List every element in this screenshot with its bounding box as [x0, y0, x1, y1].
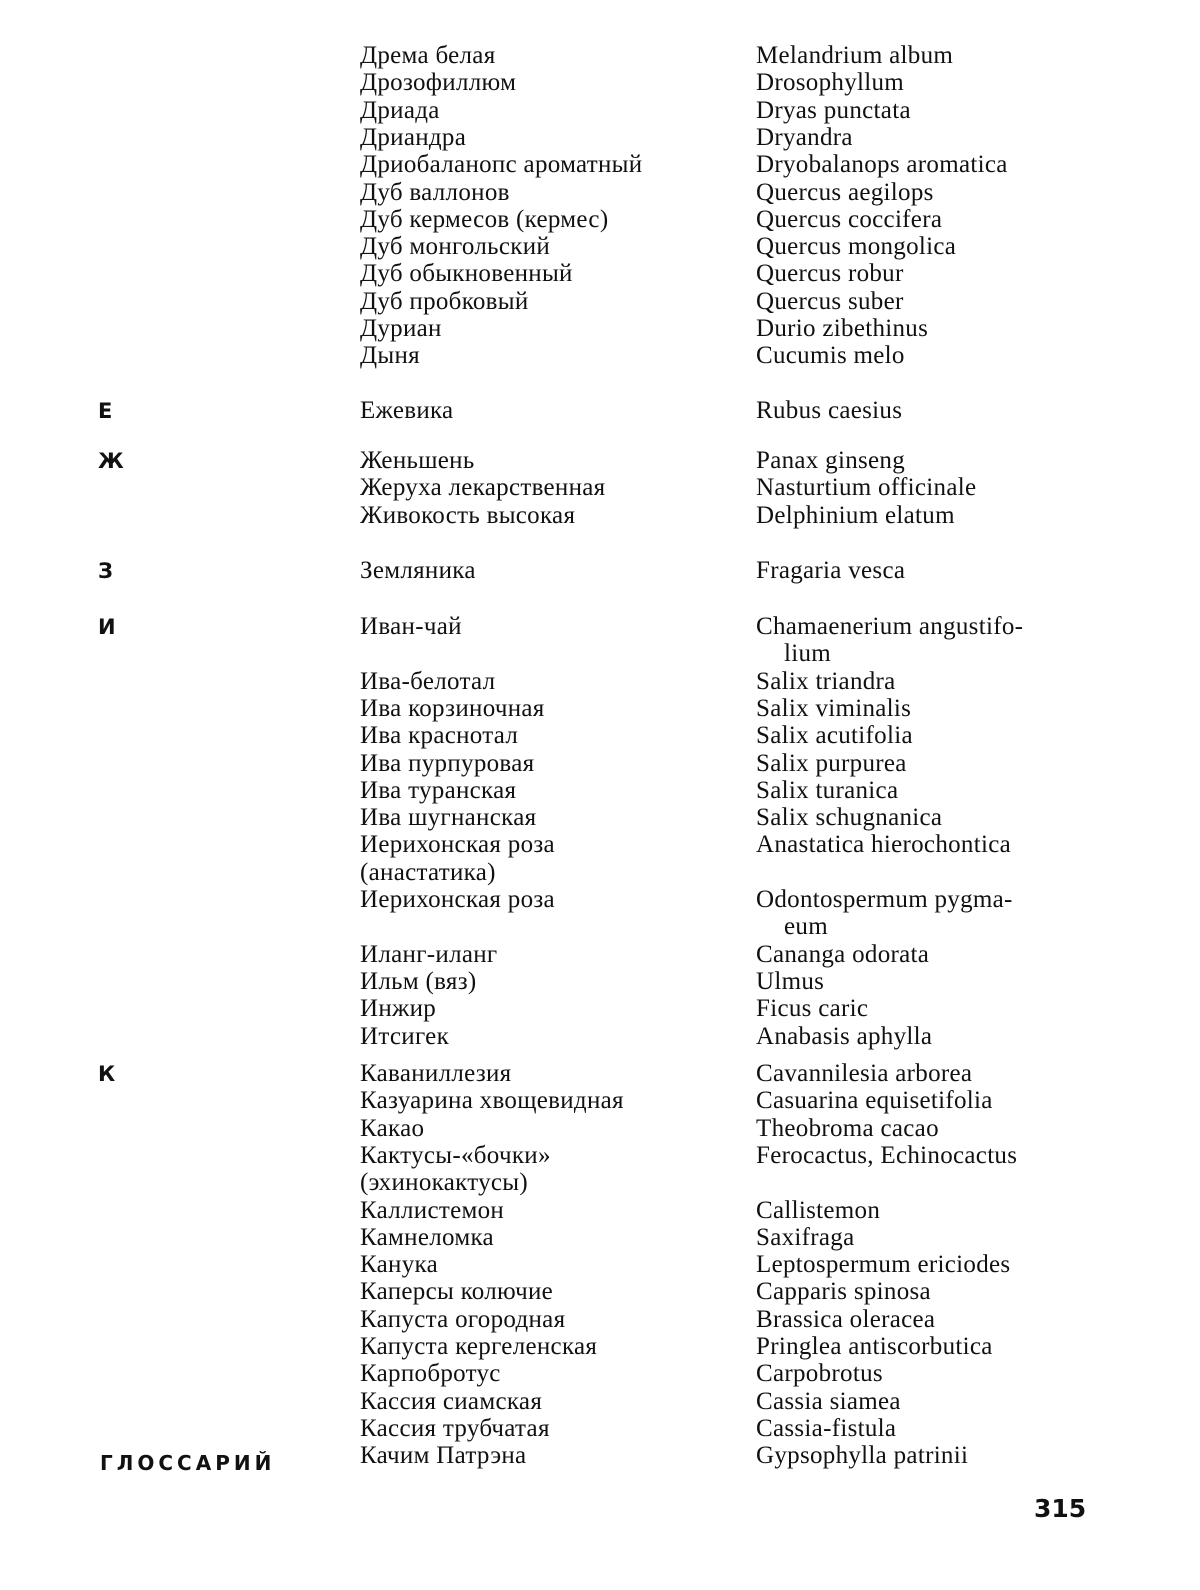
latin-name-continuation: lium [784, 640, 832, 667]
running-footer-glossary: ГЛОССАРИЙ [100, 1451, 276, 1475]
latin-name: Cananga odorata [756, 941, 930, 968]
russian-name: Канука [360, 1251, 438, 1278]
russian-name: Дриада [360, 97, 440, 124]
glossary-entry-continuation [0, 859, 1200, 886]
glossary-entry [0, 69, 1200, 96]
glossary-entry [0, 968, 1200, 995]
glossary-entry-continuation [0, 913, 1200, 940]
russian-name: Иланг-иланг [360, 941, 498, 968]
russian-name: Каллистемон [360, 1197, 505, 1224]
glossary-entry [0, 613, 1200, 640]
latin-name: Odontospermum pygma- [756, 886, 1013, 913]
latin-name: Durio zibethinus [756, 315, 929, 342]
glossary-entry [0, 447, 1200, 474]
latin-name: Ficus caric [756, 995, 869, 1022]
latin-name: Quercus suber [756, 288, 904, 315]
russian-name: Капуста огородная [360, 1306, 566, 1333]
latin-name: Dryas punctata [756, 97, 911, 124]
latin-name: Panax ginseng [756, 447, 906, 474]
glossary-entry [0, 1388, 1200, 1415]
russian-name: Иван-чай [360, 613, 462, 640]
glossary-entry [0, 502, 1200, 529]
latin-name: Quercus robur [756, 260, 904, 287]
russian-name: Итсигек [360, 1023, 450, 1050]
russian-name: Дуриан [360, 315, 442, 342]
latin-name: Chamaenerium angustifo- [756, 613, 1024, 640]
latin-name: Cucumis melo [756, 342, 905, 369]
glossary-entry [0, 1333, 1200, 1360]
latin-name: Ferocactus, Echinocactus [756, 1142, 1018, 1169]
latin-name: Cassia siamea [756, 1388, 901, 1415]
russian-name: Какао [360, 1115, 425, 1142]
latin-name: Gypsophylla patrinii [756, 1442, 969, 1469]
latin-name: Drosophyllum [756, 69, 905, 96]
glossary-entry [0, 1023, 1200, 1050]
russian-name: Жеруха лекарственная [360, 474, 606, 501]
glossary-entry [0, 342, 1200, 369]
glossary-entry [0, 1060, 1200, 1087]
russian-name: Ива пурпуровая [360, 750, 535, 777]
russian-name: Дыня [360, 342, 420, 369]
russian-name-continuation: (анастатика) [360, 859, 496, 886]
latin-name: Theobroma cacao [756, 1115, 939, 1142]
latin-name: Casuarina equisetifolia [756, 1087, 993, 1114]
glossary-entry [0, 474, 1200, 501]
section-letter: Ж [98, 449, 124, 473]
section-letter: Е [98, 399, 113, 423]
russian-name: Ива туранская [360, 777, 517, 804]
latin-name: Carpobrotus [756, 1360, 883, 1387]
latin-name: Fragaria vesca [756, 557, 906, 584]
glossary-entry [0, 557, 1200, 584]
glossary-entry [0, 179, 1200, 206]
latin-name: Rubus caesius [756, 397, 903, 424]
glossary-entry [0, 831, 1200, 858]
russian-name: Иерихонская роза [360, 831, 555, 858]
russian-name: Женьшень [360, 447, 475, 474]
latin-name: Quercus aegilops [756, 179, 934, 206]
glossary-entry [0, 1142, 1200, 1169]
glossary-entry [0, 206, 1200, 233]
latin-name: Cassia-fistula [756, 1415, 897, 1442]
russian-name: Кассия сиамская [360, 1388, 543, 1415]
russian-name: Каперсы колючие [360, 1278, 554, 1305]
glossary-entry [0, 397, 1200, 424]
glossary-entry [0, 941, 1200, 968]
glossary-entry-continuation [0, 1169, 1200, 1196]
glossary-entry [0, 124, 1200, 151]
russian-name: Дриандра [360, 124, 467, 151]
glossary-entry [0, 1360, 1200, 1387]
latin-name: Callistemon [756, 1197, 881, 1224]
glossary-entry [0, 97, 1200, 124]
glossary-entry [0, 995, 1200, 1022]
russian-name: Дрема белая [360, 42, 496, 69]
latin-name: Saxifraga [756, 1224, 855, 1251]
section-letter: З [98, 559, 113, 583]
page-number: 315 [1034, 1494, 1087, 1523]
russian-name: Дуб валлонов [360, 179, 510, 206]
glossary-entry [0, 315, 1200, 342]
russian-name: Ива-белотал [360, 668, 496, 695]
glossary-entry [0, 151, 1200, 178]
russian-name: Ива корзиночная [360, 695, 545, 722]
latin-name: Quercus coccifera [756, 206, 943, 233]
russian-name: Качим Патрэна [360, 1442, 527, 1469]
latin-name: Cavannilesia arborea [756, 1060, 973, 1087]
glossary-entry [0, 777, 1200, 804]
latin-name: Pringlea antiscorbutica [756, 1333, 993, 1360]
latin-name: Leptospermum ericiodes [756, 1251, 1011, 1278]
glossary-entry [0, 695, 1200, 722]
glossary-entry [0, 42, 1200, 69]
latin-name: Delphinium elatum [756, 502, 955, 529]
latin-name: Ulmus [756, 968, 825, 995]
glossary-entry [0, 668, 1200, 695]
latin-name: Anabasis aphylla [756, 1023, 933, 1050]
glossary-entry [0, 260, 1200, 287]
russian-name: Живокость высокая [360, 502, 576, 529]
glossary-entry [0, 233, 1200, 260]
latin-name: Melandrium album [756, 42, 954, 69]
glossary-entry [0, 1306, 1200, 1333]
russian-name: Иерихонская роза [360, 886, 555, 913]
glossary-entry [0, 1251, 1200, 1278]
glossary-entry [0, 1415, 1200, 1442]
glossary-entry [0, 804, 1200, 831]
glossary-entry [0, 1278, 1200, 1305]
latin-name-continuation: eum [784, 913, 828, 940]
russian-name: Карпобротус [360, 1360, 501, 1387]
glossary-entry [0, 1224, 1200, 1251]
latin-name: Salix turanica [756, 777, 899, 804]
section-letter: И [98, 615, 116, 639]
russian-name: Камнеломка [360, 1224, 494, 1251]
russian-name: Дуб пробковый [360, 288, 529, 315]
latin-name: Dryandra [756, 124, 853, 151]
russian-name: Инжир [360, 995, 437, 1022]
russian-name: Дуб кермесов (кермес) [360, 206, 609, 233]
russian-name: Ива шугнанская [360, 804, 537, 831]
russian-name: Каваниллезия [360, 1060, 512, 1087]
latin-name: Salix viminalis [756, 695, 912, 722]
glossary-entry [0, 1197, 1200, 1224]
glossary-entry [0, 1115, 1200, 1142]
latin-name: Nasturtium officinale [756, 474, 977, 501]
latin-name: Capparis spinosa [756, 1278, 931, 1305]
glossary-entry [0, 1087, 1200, 1114]
russian-name: Дрозофиллюм [360, 69, 517, 96]
russian-name: Капуста кергеленская [360, 1333, 598, 1360]
latin-name: Dryobalanops aromatica [756, 151, 1008, 178]
latin-name: Brassica oleracea [756, 1306, 936, 1333]
russian-name: Ежевика [360, 397, 454, 424]
glossary-entry-continuation [0, 640, 1200, 667]
russian-name: Дуб монгольский [360, 233, 551, 260]
russian-name: Кактусы-«бочки» [360, 1142, 551, 1169]
glossary-entry [0, 886, 1200, 913]
latin-name: Salix schugnanica [756, 804, 943, 831]
section-letter: К [98, 1062, 116, 1086]
russian-name-continuation: (эхинокактусы) [360, 1169, 529, 1196]
latin-name: Salix acutifolia [756, 722, 913, 749]
russian-name: Дуб обыкновенный [360, 260, 573, 287]
russian-name: Казуарина хвощевидная [360, 1087, 624, 1114]
latin-name: Salix triandra [756, 668, 896, 695]
russian-name: Земляника [360, 557, 476, 584]
latin-name: Quercus mongolica [756, 233, 957, 260]
russian-name: Дриобаланопс ароматный [360, 151, 643, 178]
russian-name: Ива краснотал [360, 722, 519, 749]
glossary-entry [0, 288, 1200, 315]
russian-name: Кассия трубчатая [360, 1415, 550, 1442]
glossary-entry [0, 722, 1200, 749]
glossary-entry [0, 750, 1200, 777]
russian-name: Ильм (вяз) [360, 968, 477, 995]
latin-name: Salix purpurea [756, 750, 907, 777]
latin-name: Anastatica hierochontica [756, 831, 1012, 858]
